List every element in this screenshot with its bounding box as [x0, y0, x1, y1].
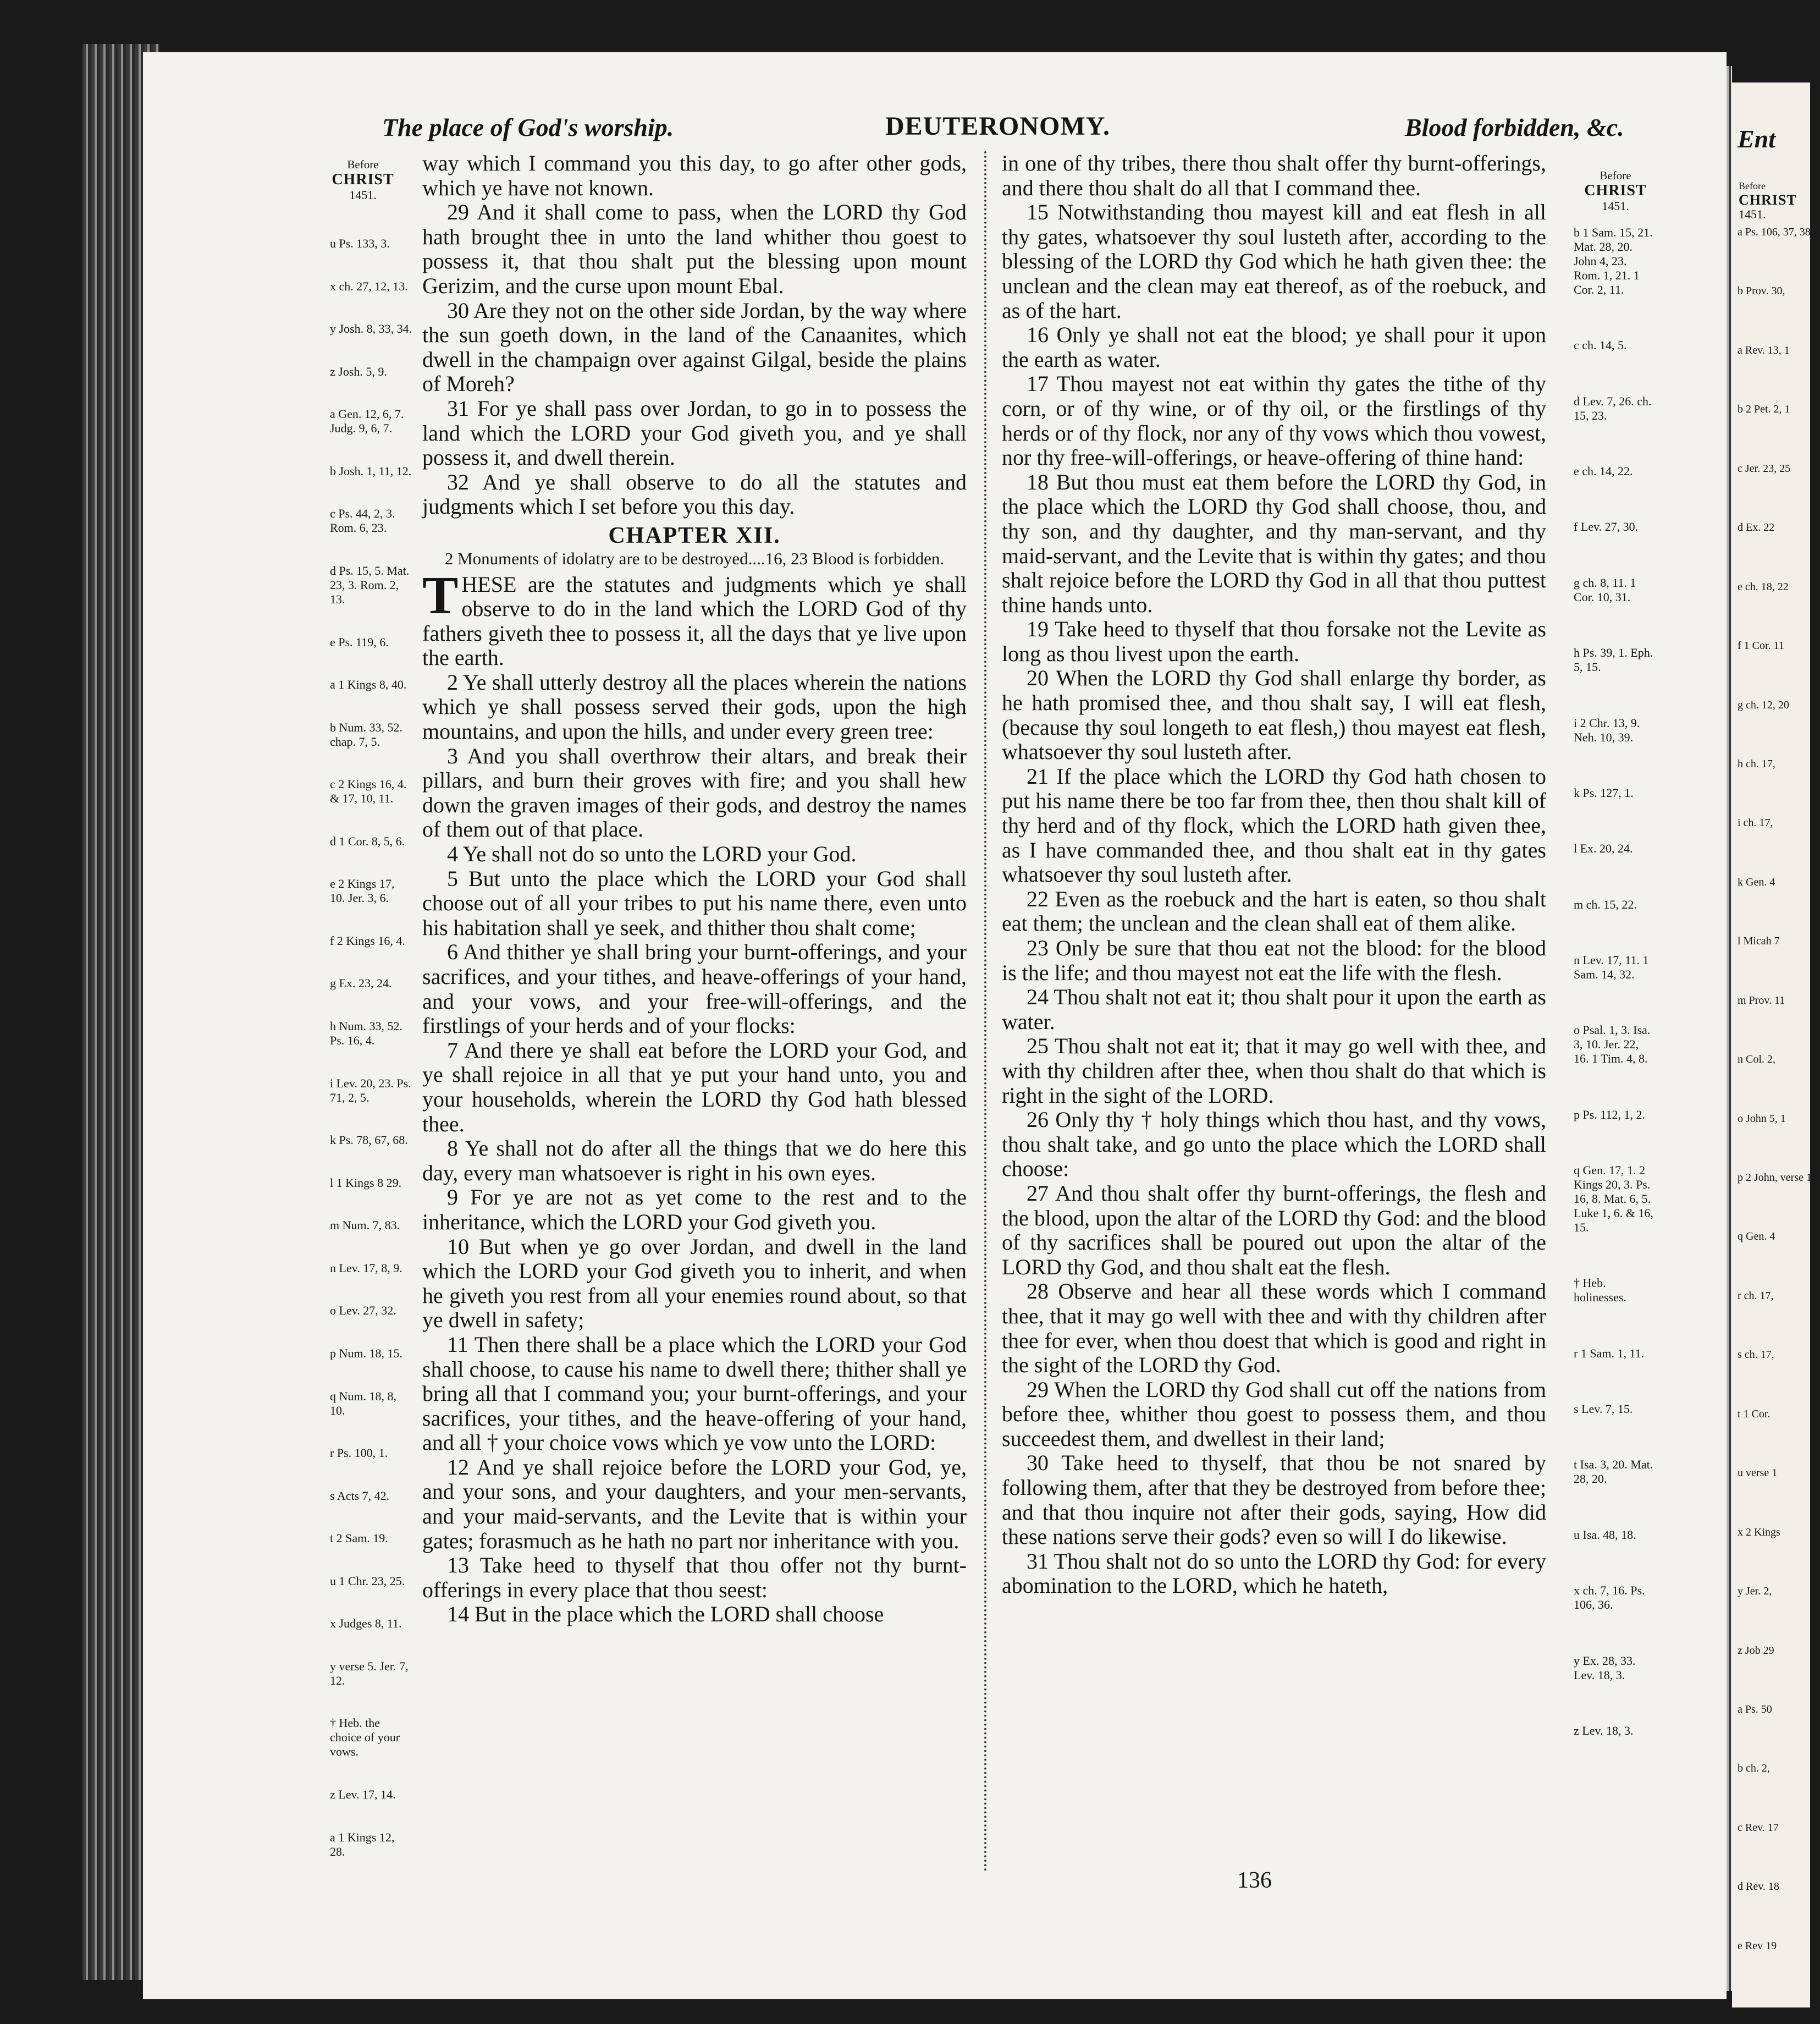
cross-reference-note: b Prov. 30, — [1738, 285, 1785, 298]
cross-reference-note: c Ps. 44, 2, 3. Rom. 6, 23. — [330, 507, 395, 535]
cross-reference-note: b 1 Sam. 15, 21. Mat. 28, 20. John 4, 23. Rom. 1, 21. 1 Cor. 2, 11. — [1574, 226, 1653, 296]
verses-chapter-11 — [422, 200, 967, 519]
cross-reference-note: u Isa. 48, 18. — [1574, 1527, 1636, 1542]
cross-reference-note: e ch. 18, 22 — [1738, 580, 1789, 593]
verse: 10 But when ye go over Jordan, and dwell in the land which the LORD your God giveth you to inherit, and when he giveth you rest from all your enemies round about, so that ye dwell in safety; — [422, 1234, 967, 1333]
verse: 13 Take heed to thyself that thou offer not thy burnt-offerings in every place that thou seest: — [422, 1553, 967, 1602]
text-column-right — [1002, 151, 1546, 1598]
running-head-left: The place of God's worship. — [382, 113, 674, 141]
cross-reference-note: d 1 Cor. 8, 5, 6. — [330, 834, 405, 848]
verse: 31 For ye shall pass over Jordan, to go in to possess the land which the LORD your God giveth you, and ye shall possess it, and dwell therein. — [422, 395, 967, 470]
cross-reference-note: d Lev. 7, 26. ch. 15, 23. — [1574, 394, 1652, 422]
verse: 31 Thou shalt not do so unto the LORD thy God: for every abomination to the LORD, which he hateth, — [1002, 1548, 1546, 1598]
cross-reference-note: q Num. 18, 8, 10. — [330, 1389, 396, 1417]
cross-reference-note: a Ps. 50 — [1738, 1703, 1772, 1715]
cross-reference-note: i Lev. 20, 23. Ps. 71, 2, 5. — [330, 1076, 411, 1104]
cross-reference-note: † Heb. holinesses. — [1574, 1276, 1626, 1305]
cross-reference-note: z Lev. 18, 3. — [1574, 1723, 1634, 1737]
margin-notes-left — [330, 237, 412, 1859]
verse: 19 Take heed to thyself that thou forsake not the Levite as long as thou livest upon the earth. — [1002, 617, 1546, 666]
verse: 7 And there ye shall eat before the LORD your God, and ye shall rejoice in all that ye put your hand unto, you and your households, wherein the LORD thy God hath blessed thee. — [422, 1037, 967, 1136]
cross-reference-note: g ch. 12, 20 — [1738, 698, 1789, 711]
verse: 14 But in the place which the LORD shall choose — [447, 1602, 884, 1627]
year-label: 1451. — [349, 188, 377, 202]
cross-reference-note: f Lev. 27, 30. — [1574, 520, 1639, 534]
drop-cap: T — [422, 565, 459, 625]
verse: 12 And ye shall rejoice before the LORD your God, ye, and your sons, and your daughters, and your men-servants, and your maid-servants, and the Levite that is within your gates; forasmuch as he hath no part nor inheritance with you. — [422, 1454, 967, 1553]
cross-reference-note: e ch. 14, 22. — [1574, 464, 1633, 479]
cross-reference-note: i ch. 17, — [1738, 817, 1773, 829]
verse: 27 And thou shalt offer thy burnt-offerings, the flesh and the blood, upon the altar of the LORD thy God: and the blood of thy sacrifices shall be poured out upon the altar of the LORD thy God, and thou shalt eat the flesh. — [1002, 1180, 1546, 1279]
verse: 29 And it shall come to pass, when the LORD thy God hath brought thee in unto the land whither thou goest to possess it, that thou shalt put the blessing upon mount Gerizim, and the curse upon mount Ebal. — [422, 200, 967, 298]
verse: 11 Then there shall be a place which the LORD your God shall choose, to cause his name to dwell there; thither shall ye bring all that I command you; your burnt-offerings, and your sacrifices, your tithes, and the heave-offering of your hand, and all † your choice vows which ye vow unto the LORD: — [422, 1332, 967, 1455]
cross-reference-note: q Gen. 17, 1. 2 Kings 20, 3. Ps. 16, 8. Mat. 6, 5. Luke 1, 6. & 16, 15. — [1574, 1163, 1653, 1235]
cross-reference-note: g ch. 8, 11. 1 Cor. 10, 31. — [1574, 575, 1636, 604]
year-label: 1451. — [1739, 207, 1766, 221]
cross-reference-note: a Ps. 106, 37, 38. — [1738, 226, 1813, 238]
verse: 8 Ye shall not do after all the things that we do here this day, every man whatsoever is right in his own eyes. — [422, 1136, 967, 1185]
cross-reference-note: s Acts 7, 42. — [330, 1488, 390, 1503]
cross-reference-note: u 1 Chr. 23, 25. — [330, 1574, 405, 1588]
cross-reference-note: c Rev. 17 — [1738, 1821, 1779, 1834]
cross-reference-note: a Gen. 12, 6, 7. Judg. 9, 6, 7. — [330, 407, 404, 436]
christ-label: CHRIST — [1584, 182, 1647, 199]
running-head-right: Blood forbidden, &c. — [1405, 113, 1624, 141]
opening-text: way which I command you this day, to go after other gods, which ye have not known. — [422, 151, 967, 200]
cross-reference-note: e Ps. 119, 6. — [330, 635, 389, 649]
verse: 21 If the place which the LORD thy God hath chosen to put his name there be too far from thee, then thou shalt kill of thy herd and of thy flock, which the LORD hath given thee, as I have commanded thee, and thou shalt eat in thy gates whatsoever thy soul lusteth after. — [1002, 763, 1546, 887]
cross-reference-note: y Josh. 8, 33, 34. — [330, 322, 412, 336]
opening-text: in one of thy tribes, there thou shalt offer thy burnt-offerings, and there thou shalt do all that I command thee. — [1002, 151, 1546, 200]
cross-reference-note: o Lev. 27, 32. — [330, 1304, 396, 1318]
cross-reference-note: t 2 Sam. 19. — [330, 1531, 388, 1546]
cross-reference-note: r ch. 17, — [1738, 1289, 1774, 1302]
cross-reference-note: g Ex. 23, 24. — [330, 976, 392, 991]
cross-reference-note: b Num. 33, 52. chap. 7, 5. — [330, 720, 402, 749]
verse: 6 And thither ye shall bring your burnt-offerings, and your sacrifices, and your tithes, and heave-offerings of your hand, and your vows, and your free-will-offerings, and the firstlings of your herds and of your flocks: — [422, 939, 967, 1038]
cross-reference-note: r Ps. 100, 1. — [330, 1446, 388, 1460]
cross-reference-note: k Gen. 4 — [1738, 876, 1775, 888]
verse: 30 Are they not on the other side Jordan, by the way where the sun goeth down, in the land of the Canaanites, which dwell in the champaign over against Gilgal, beside the plains of Moreh? — [422, 298, 967, 397]
cross-reference-note: q Gen. 4 — [1738, 1230, 1775, 1243]
cross-reference-note: m ch. 15, 22. — [1574, 897, 1637, 911]
page-number: 136 — [1237, 1868, 1272, 1893]
cross-reference-note: o John 5, 1 — [1738, 1112, 1786, 1125]
verse: 29 When the LORD thy God shall cut off the nations from before thee, whither thou goest to possess them, and thou succeedest them, and dwellest in their land; — [1002, 1377, 1546, 1451]
cross-reference-note: b Josh. 1, 11, 12. — [330, 464, 412, 478]
chapter-summary: 2 Monuments of idolatry are to be destroyed....16, 23 Blood is forbidden. — [444, 548, 945, 568]
verse: 23 Only be sure that thou eat not the blood: for the blood is the life; and thou mayest not eat the life with the flesh. — [1002, 936, 1546, 985]
cross-reference-note: f 2 Kings 16, 4. — [330, 933, 405, 948]
verse: 22 Even as the roebuck and the hart is eaten, so thou shalt eat them; the unclean and the clean shall eat of them alike. — [1002, 886, 1546, 936]
cross-reference-note: p 2 John, verse 10. — [1738, 1172, 1820, 1184]
cross-reference-note: c ch. 14, 5. — [1574, 338, 1627, 353]
verse: 15 Notwithstanding thou mayest kill and eat flesh in all thy gates, whatsoever thy soul lusteth after, according to the blessing of the LORD thy God which he hath given thee: the unclean and the clean may eat thereof, as of the roebuck, and as of the hart. — [1002, 200, 1546, 323]
cross-reference-note: o Psal. 1, 3. Isa. 3, 10. Jer. 22, 16. 1 Tim. 4, 8. — [1574, 1023, 1651, 1066]
cross-reference-note: m Num. 7, 83. — [330, 1218, 400, 1233]
cross-reference-note: u Ps. 133, 3. — [330, 237, 390, 250]
text-column-left — [422, 151, 967, 1627]
cross-reference-note: h Ps. 39, 1. Eph. 5, 15. — [1574, 646, 1653, 674]
cross-reference-note: b 2 Pet. 2, 1 — [1738, 403, 1790, 416]
verse: 9 For ye are not as yet come to the rest and to the inheritance, which the LORD your God giveth you. — [422, 1185, 967, 1234]
cross-reference-note: † Heb. the choice of your vows. — [330, 1716, 400, 1759]
cross-reference-note: n Col. 2, — [1738, 1053, 1775, 1066]
verses-chapter-12 — [422, 670, 967, 1627]
cross-reference-note: k Ps. 127, 1. — [1574, 785, 1634, 800]
cross-reference-note: p Num. 18, 15. — [330, 1346, 402, 1360]
column-divider — [984, 151, 986, 1873]
cross-reference-note: l 1 Kings 8 29. — [330, 1175, 402, 1190]
cross-reference-note: e 2 Kings 17, 10. Jer. 3, 6. — [330, 877, 395, 905]
verse: 16 Only ye shall not eat the blood; ye shall pour it upon the earth as water. — [1002, 322, 1546, 372]
verse: 24 Thou shalt not eat it; thou shalt pour it upon the earth as water. — [1002, 985, 1546, 1034]
cross-reference-note: l Micah 7 — [1738, 935, 1780, 948]
running-head-book: DEUTERONOMY. — [885, 112, 1110, 141]
cross-reference-note: x 2 Kings — [1738, 1526, 1780, 1538]
verse: 17 Thou mayest not eat within thy gates the tithe of thy corn, or of thy wine, or of thy oil, or the firstlings of thy herds or of thy flock, nor any of thy vows which thou vowest, nor thy free-will-offerings, or heave-offering of thine hand: — [1002, 371, 1546, 470]
verse: 30 Take heed to thyself, that thou be not snared by following them, after that they be destroyed from before thee; and that thou inquire not after their gods, saying, How did these nations serve their gods? even so will I do likewise. — [1002, 1450, 1546, 1549]
cross-reference-note: t 1 Cor. — [1738, 1407, 1771, 1420]
cross-reference-note: u verse 1 — [1738, 1467, 1778, 1480]
cross-reference-note: t Isa. 3, 20. Mat. 28, 20. — [1574, 1458, 1653, 1486]
verse: 3 And you shall overthrow their altars, and break their pillars, and burn their groves with fire; and you shall hew down the graven images of their gods, and destroy the names of them out of that place. — [422, 743, 967, 842]
verse: 25 Thou shalt not eat it; that it may go well with thee, and with thy children after thee, when thou shalt do that which is right in the sight of the LORD. — [1002, 1033, 1546, 1108]
cross-reference-note: y verse 5. Jer. 7, 12. — [330, 1659, 409, 1687]
cross-reference-note: d Ps. 15, 5. Mat. 23, 3. Rom. 2, 13. — [330, 563, 410, 606]
cross-reference-note: x ch. 27, 12, 13. — [330, 279, 408, 293]
cross-reference-note: h Num. 33, 52. Ps. 16, 4. — [330, 1019, 402, 1047]
christ-label: CHRIST — [1739, 192, 1797, 208]
verse: 2 Ye shall utterly destroy all the places wherein the nations which ye shall possess served their gods, upon the high mountains, and upon the hills, and under every green tree: — [422, 669, 967, 744]
cross-reference-note: l Ex. 20, 24. — [1574, 842, 1633, 856]
verse: 32 And ye shall observe to do all the statutes and judgments which I set before you this day. — [422, 469, 967, 519]
cross-reference-note: p Ps. 112, 1, 2. — [1574, 1107, 1645, 1121]
cross-reference-note: y Jer. 2, — [1738, 1585, 1772, 1598]
christ-label: CHRIST — [332, 171, 394, 188]
verse: 5 But unto the place which the LORD your God shall choose out of all your tribes to put his name there, even unto his habitation shall ye seek, and thither thou shalt come; — [422, 866, 967, 940]
cross-reference-note: m Prov. 11 — [1738, 994, 1785, 1007]
cross-reference-note: z Job 29 — [1738, 1644, 1774, 1657]
verse: 26 Only thy † holy things which thou hast, and thy vows, thou shalt take, and go unto the place which the LORD shall choose: — [1002, 1107, 1546, 1181]
cross-reference-note: x Judges 8, 11. — [330, 1616, 402, 1631]
verses-right — [1002, 200, 1546, 1598]
facing-running-head: Ent — [1738, 125, 1776, 153]
cross-reference-note: n Lev. 17, 8, 9. — [330, 1261, 402, 1275]
first-verse-text: HESE are the statutes and judgments which ye shall observe to do in the land which the LORD God of thy fathers giveth thee to possess it, all the days that ye live upon the earth. — [422, 571, 967, 670]
first-verse — [422, 565, 967, 670]
cross-reference-note: b ch. 2, — [1738, 1762, 1770, 1775]
cross-reference-note: i 2 Chr. 13, 9. Neh. 10, 39. — [1574, 716, 1640, 744]
cross-reference-note: s Lev. 7, 15. — [1574, 1402, 1633, 1416]
facing-date-margin — [1739, 179, 1810, 222]
verse: 4 Ye shall not do so unto the LORD your God. — [447, 842, 857, 867]
before-label: Before — [1600, 169, 1631, 182]
cross-reference-note: c Jer. 23, 25 — [1738, 462, 1791, 475]
cross-reference-note: z Lev. 17, 14. — [330, 1788, 396, 1801]
cross-reference-note: s ch. 17, — [1738, 1349, 1774, 1361]
before-label: Before — [347, 158, 379, 171]
facing-page — [1732, 82, 1820, 2008]
cross-reference-note: h ch. 17, — [1738, 757, 1775, 770]
verse: 28 Observe and hear all these words which I command thee, that it may go well with thee and with thy children after thee for ever, when thou doest that which is good and right in the sight of the LORD thy God. — [1002, 1279, 1546, 1378]
cross-reference-note: r 1 Sam. 1, 11. — [1574, 1346, 1645, 1360]
date-margin-right — [1577, 168, 1654, 214]
cross-reference-note: z Josh. 5, 9. — [330, 364, 387, 378]
verse: 18 But thou must eat them before the LORD thy God, in the place which the LORD thy God shall choose, thou, and thy son, and thy daughter, and thy man-servant, and thy maid-servant, and the Levite that is within thy gates; and thou shalt rejoice before the LORD thy God in all that thou puttest thine hands unto. — [1002, 469, 1546, 617]
cross-reference-note: x ch. 7, 16. Ps. 106, 36. — [1574, 1583, 1645, 1612]
cross-reference-note: n Lev. 17, 11. 1 Sam. 14, 32. — [1574, 953, 1649, 981]
cross-reference-note: f 1 Cor. 11 — [1738, 640, 1784, 652]
before-label: Before — [1739, 180, 1766, 191]
cross-reference-note: a Rev. 13, 1 — [1738, 344, 1790, 356]
year-label: 1451. — [1602, 199, 1629, 213]
date-margin-left — [324, 157, 401, 203]
cross-reference-note: y Ex. 28, 33. Lev. 18, 3. — [1574, 1653, 1636, 1682]
cross-reference-note: e Rev 19 — [1738, 1939, 1777, 1952]
cross-reference-note: k Ps. 78, 67, 68. — [330, 1133, 408, 1147]
cross-reference-note: c 2 Kings 16, 4. & 17, 10, 11. — [330, 777, 407, 806]
verse: 20 When the LORD thy God shall enlarge thy border, as he hath promised thee, and thou shalt say, I will eat flesh, (because thy soul longeth to eat flesh,) thou mayest eat flesh, whatsoever thy soul lusteth after. — [1002, 666, 1546, 765]
cross-reference-note: a 1 Kings 12, 28. — [330, 1830, 395, 1858]
facing-margin-notes — [1738, 226, 1820, 1953]
cross-reference-note: d Ex. 22 — [1738, 521, 1775, 534]
cross-reference-note: a 1 Kings 8, 40. — [330, 678, 407, 692]
margin-notes-right — [1574, 226, 1656, 1738]
chapter-title: CHAPTER XII. — [608, 522, 781, 548]
cross-reference-note: d Rev. 18 — [1738, 1880, 1779, 1893]
